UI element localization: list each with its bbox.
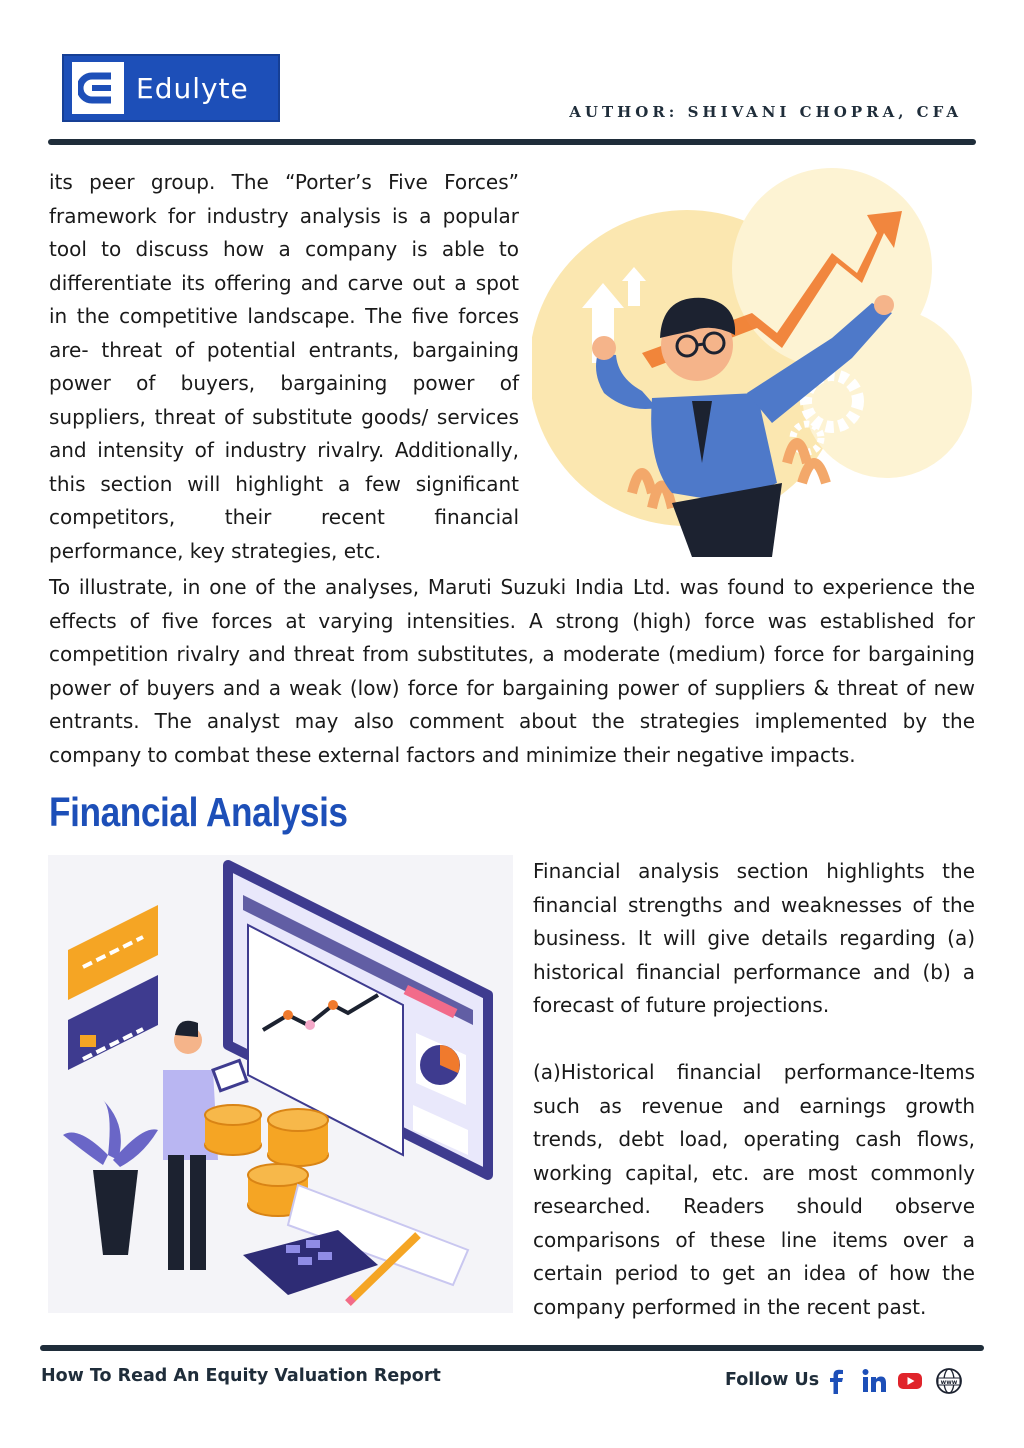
financial-dashboard-illustration [48,855,513,1313]
logo-text: Edulyte [136,71,249,105]
svg-text:www: www [940,1379,958,1386]
linkedin-icon[interactable] [859,1366,889,1396]
porter-paragraph: its peer group. The “Porter’s Five Forces” framework for industry analysis is a popular tool to discuss how a company is able to differentiate its offering and carve out a spot in the competitive landscape. The five forces are- threat of potential entrants, bargaining power of buyers, bargaining power of suppliers, threat of substitute goods/ services and intensity of industry rivalry. Additionally, this section will highlight a few significant competitors, their recent financial performance, key strategies, etc. [49,170,519,563]
footer-divider [40,1345,984,1351]
maruti-paragraph: To illustrate, in one of the analyses, Maruti Suzuki India Ltd. was found to experience the effects of five forces at varying intensities. A strong (high) force was established for competition rivalry and threat from substitutes, a moderate (medium) force for bargaining power of buyers and a weak (low) force for bargaining power of suppliers & threat of new entrants. The analyst may also comment about the strategies implemented by the company to combat these external factors and minimize their negative impacts. [49,575,975,767]
section-heading: Financial Analysis [49,789,348,835]
growth-illustration [532,163,977,557]
financial-intro-paragraph: Financial analysis section highlights the financial strengths and weaknesses of the business. It will give details regarding (a) historical financial performance and (b) a forecast of future projections. [533,859,975,1017]
logo-mark-icon [72,62,124,114]
historical-performance-paragraph: (a)Historical financial performance-Items such as revenue and earnings growth trends, debt load, operating cash flows, working capital, etc. are most commonly researched. Readers should observe comparisons of these line items over a certain period to get an idea of how the company performed in the recent past. [533,1060,975,1319]
edulyte-logo[interactable] [62,54,280,122]
footer-report-title: How To Read An Equity Valuation Report [41,1366,441,1386]
follow-us-label: Follow Us [725,1370,820,1390]
header-divider [48,139,976,145]
facebook-icon[interactable] [821,1366,851,1396]
author-line: AUTHOR: SHIVANI CHOPRA, CFA [569,103,962,121]
website-icon[interactable] [934,1366,964,1396]
youtube-icon[interactable] [895,1366,925,1396]
